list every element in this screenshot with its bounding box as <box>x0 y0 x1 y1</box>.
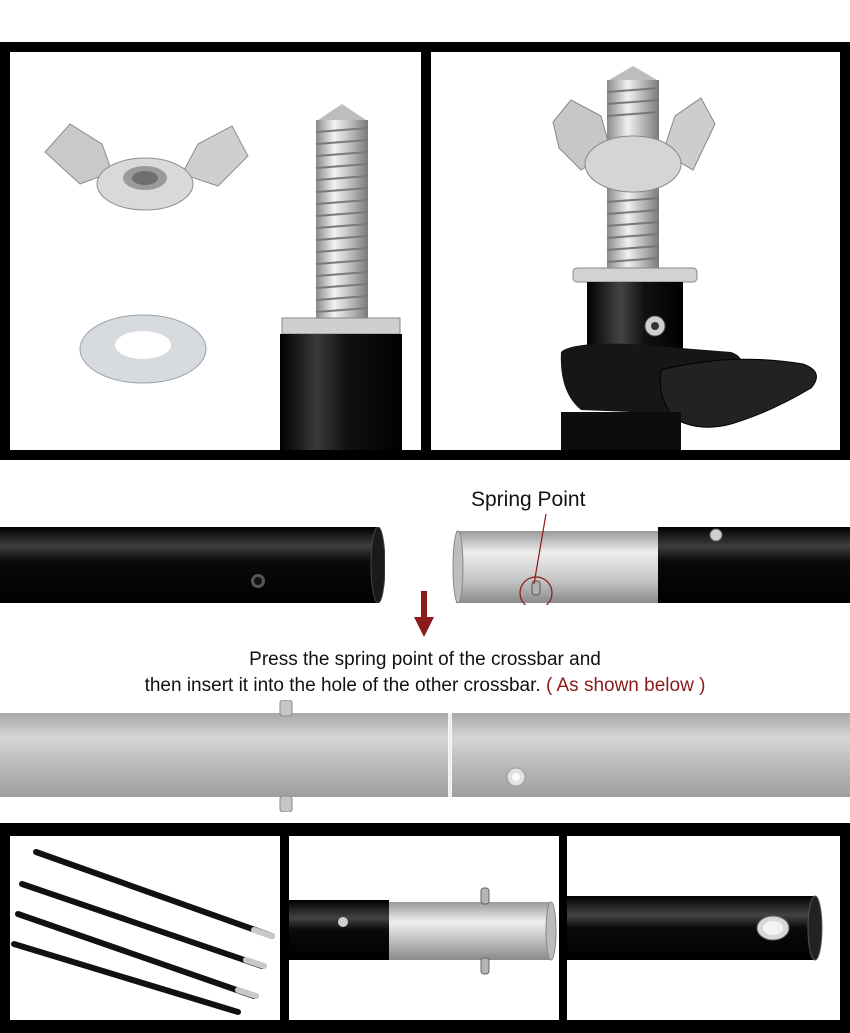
instruction-note: ( As shown below ) <box>545 675 706 696</box>
down-arrow-icon <box>414 591 434 637</box>
photo-assembled-clamp <box>431 52 840 450</box>
washer <box>80 315 206 383</box>
photo-sleeve-joint <box>289 836 559 1020</box>
instruction-text-2: then insert it into the hole of the other crossbar. <box>144 675 541 696</box>
spring-point-label: Spring Point <box>471 488 586 511</box>
clamp-body <box>561 282 817 450</box>
joined-silver-tubes <box>0 700 850 812</box>
spring-point-pointer <box>520 512 560 592</box>
photo-tube-hole <box>567 836 840 1020</box>
wing-nut <box>45 124 248 210</box>
tube-right-with-sleeve <box>452 525 850 605</box>
instruction-line-1 <box>0 647 850 673</box>
instruction-line-2 <box>0 673 850 699</box>
instruction-text-1: Press the spring point of the crossbar and <box>249 649 601 670</box>
photo-wingnut-bolt <box>10 52 421 450</box>
photo-crossbar-set <box>10 836 280 1020</box>
assembled-bolt <box>553 66 715 282</box>
threaded-bolt <box>280 104 402 450</box>
tube-left-black <box>0 527 385 603</box>
